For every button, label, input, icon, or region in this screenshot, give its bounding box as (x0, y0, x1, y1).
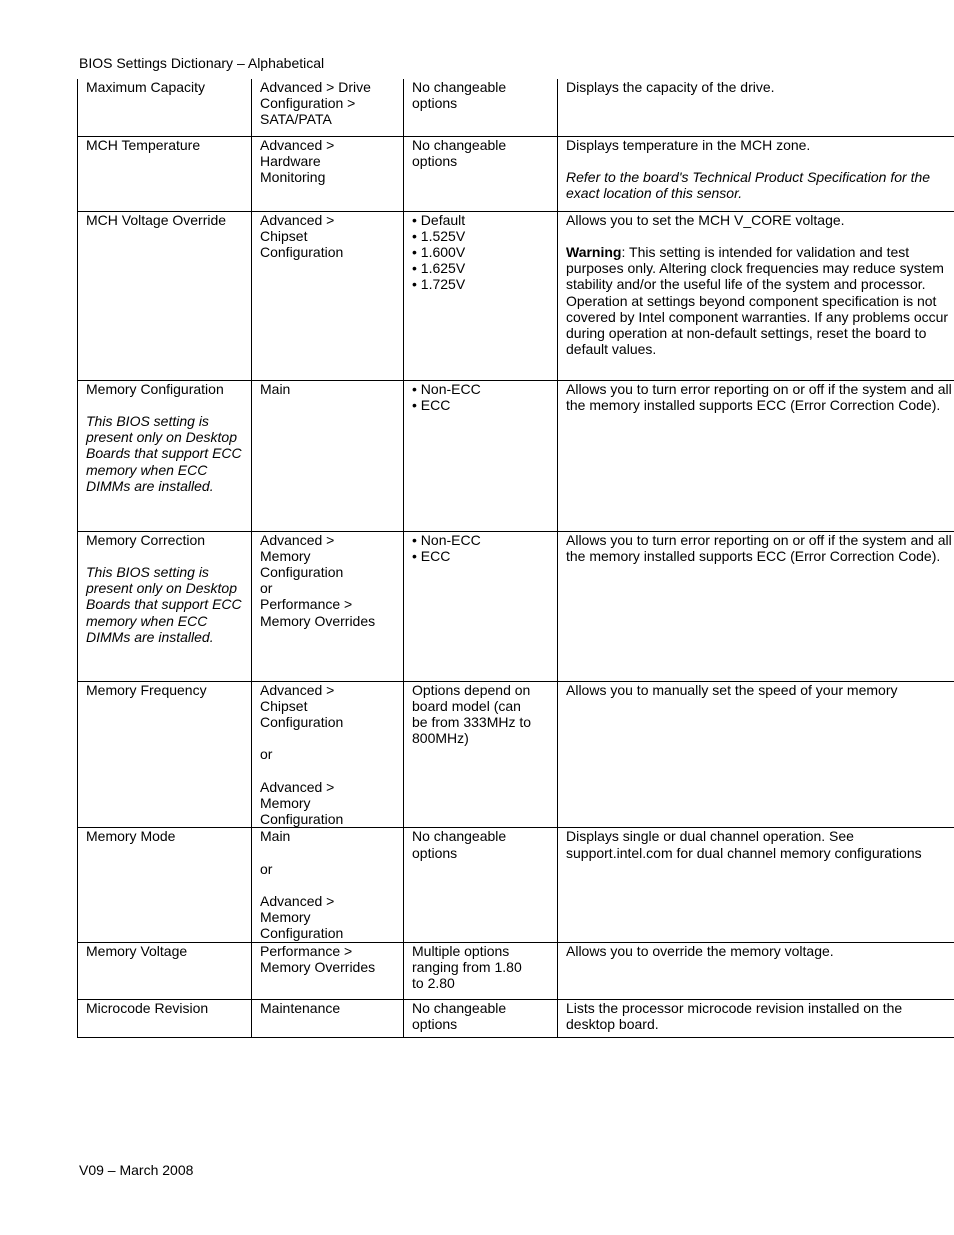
path-line: Configuration (260, 811, 344, 828)
path-line: Main (260, 380, 291, 397)
description-text: Allows you to override the memory voltage. (566, 942, 834, 959)
option-line: No changeable (412, 79, 507, 95)
option-line: Options depend on (412, 681, 531, 698)
option-line: • 1.625V (412, 260, 466, 277)
table-row (78, 79, 954, 136)
setting-cell (78, 531, 252, 681)
path-line: Memory (260, 909, 311, 926)
option-line: • Non-ECC (412, 380, 481, 397)
setting-name: Memory Voltage (86, 942, 188, 959)
option-line: No changeable (412, 999, 507, 1016)
path-line: or (260, 860, 273, 877)
option-line: options (412, 95, 458, 112)
description-text: Allows you to set the MCH V_CORE voltage. (566, 211, 845, 228)
description-cell (558, 828, 954, 942)
setting-name: Memory Correction (86, 531, 206, 548)
setting-cell (78, 999, 252, 1037)
menu-path-cell (252, 828, 404, 942)
description-cell (558, 999, 954, 1037)
setting-name: Memory Configuration (86, 380, 224, 397)
options-cell (404, 211, 558, 380)
path-line: Advanced > Drive (260, 79, 371, 95)
setting-cell (78, 136, 252, 211)
setting-name: MCH Temperature (86, 136, 201, 153)
path-line: Main (260, 828, 291, 845)
option-line: • ECC (412, 547, 451, 564)
menu-path-cell (252, 942, 404, 999)
description-note: Refer to the board's Technical Product Specification for the exact location of this sensor. (566, 168, 931, 202)
menu-path-cell (252, 211, 404, 380)
path-line: Memory Overrides (260, 958, 376, 975)
path-line: Advanced > (260, 211, 335, 228)
path-line: Advanced > (260, 778, 335, 795)
path-line (260, 730, 396, 746)
path-line (260, 763, 396, 779)
option-line: options (412, 844, 458, 861)
description-cell (558, 79, 954, 136)
path-line: Configuration > (260, 95, 356, 112)
setting-cell (78, 79, 252, 136)
page-footer: V09 – March 2008 (79, 1162, 194, 1178)
path-line: Memory (260, 547, 311, 564)
path-line: or (260, 580, 273, 597)
table-row (78, 380, 954, 531)
option-line: options (412, 1015, 458, 1032)
description-cell (558, 380, 954, 531)
option-line: options (412, 152, 458, 169)
path-line: Advanced > (260, 531, 335, 548)
path-line: Performance > (260, 942, 353, 959)
options-cell (404, 942, 558, 999)
option-line: 800MHz) (412, 730, 469, 747)
options-cell (404, 136, 558, 211)
option-line: • ECC (412, 396, 451, 413)
options-cell (404, 681, 558, 828)
menu-path-cell (252, 79, 404, 136)
table-row (78, 942, 954, 999)
table-row (78, 828, 954, 942)
menu-path-cell (252, 681, 404, 828)
menu-path-cell (252, 136, 404, 211)
path-line: Advanced > (260, 681, 335, 698)
setting-name: MCH Voltage Override (86, 211, 227, 228)
path-line: Advanced > (260, 136, 335, 153)
path-line: SATA/PATA (260, 111, 332, 128)
path-line: Configuration (260, 243, 344, 260)
options-cell (404, 828, 558, 942)
option-line: Multiple options (412, 942, 510, 959)
path-line: Configuration (260, 925, 344, 942)
option-line: • 1.600V (412, 243, 466, 260)
menu-path-cell (252, 531, 404, 681)
option-line: No changeable (412, 136, 507, 153)
description-text: Displays temperature in the MCH zone. (566, 136, 811, 153)
path-line: Chipset (260, 227, 308, 244)
path-line (260, 877, 396, 893)
options-cell (404, 531, 558, 681)
setting-cell (78, 681, 252, 828)
path-line: Memory Overrides (260, 612, 376, 629)
description-text: Allows you to turn error reporting on or off if the system and all the memory installed supports ECC (Error Correction Code). (566, 380, 952, 413)
description-text: Displays single or dual channel operation. See support.intel.com for dual channel memory configurations (566, 828, 922, 861)
path-line (260, 845, 396, 861)
description-cell (558, 681, 954, 828)
path-line: Advanced > (260, 893, 335, 910)
setting-cell (78, 380, 252, 531)
table-row (78, 531, 954, 681)
description-cell (558, 942, 954, 999)
description-cell (558, 211, 954, 380)
warning-paragraph (566, 244, 952, 357)
option-line: ranging from 1.80 (412, 958, 522, 975)
path-line: or (260, 746, 273, 763)
options-cell (404, 79, 558, 136)
setting-cell (78, 211, 252, 380)
options-cell (404, 380, 558, 531)
table-row (78, 999, 954, 1037)
setting-name: Maximum Capacity (86, 79, 206, 95)
path-line: Chipset (260, 697, 308, 714)
path-line: Monitoring (260, 168, 326, 185)
option-line: to 2.80 (412, 975, 455, 992)
warning-text: : This setting is intended for validation and test purposes only. Altering clock frequencies may reduce system stability and/or the useful life of the system and processor. Operation at settings beyond component specification is not covered by Intel component warranties. If any problems occur during operation at non-default settings, reset the board to default values. (566, 243, 949, 358)
path-line: Maintenance (260, 999, 341, 1016)
option-line: • Non-ECC (412, 531, 481, 548)
option-line: No changeable (412, 828, 507, 845)
option-line: • 1.725V (412, 276, 466, 293)
path-line: Performance > (260, 596, 353, 613)
description-text: Allows you to turn error reporting on or off if the system and all the memory installed supports ECC (Error Correction Code). (566, 531, 952, 564)
page-header: BIOS Settings Dictionary – Alphabetical (79, 55, 325, 71)
option-line: board model (can (412, 697, 521, 714)
path-line: Configuration (260, 563, 344, 580)
setting-note: This BIOS setting is present only on Desktop Boards that support ECC memory when ECC DIMMs are installed. (86, 412, 242, 494)
description-cell (558, 136, 954, 211)
setting-cell (78, 828, 252, 942)
option-line: • 1.525V (412, 227, 466, 244)
path-line: Configuration (260, 713, 344, 730)
setting-cell (78, 942, 252, 999)
option-line: be from 333MHz to (412, 713, 532, 730)
setting-name: Microcode Revision (86, 999, 209, 1016)
description-text: Lists the processor microcode revision installed on the desktop board. (566, 999, 903, 1032)
options-cell (404, 999, 558, 1037)
warning-label: Warning (566, 243, 622, 260)
bios-settings-table (77, 79, 954, 1038)
path-line: Memory (260, 794, 311, 811)
path-line: Hardware (260, 152, 321, 169)
description-text: Displays the capacity of the drive. (566, 79, 775, 95)
setting-name: Memory Mode (86, 828, 176, 845)
description-cell (558, 531, 954, 681)
menu-path-cell (252, 999, 404, 1037)
setting-name: Memory Frequency (86, 681, 207, 698)
menu-path-cell (252, 380, 404, 531)
table-row (78, 211, 954, 380)
option-line: • Default (412, 211, 466, 228)
table-row (78, 681, 954, 828)
setting-note: This BIOS setting is present only on Desktop Boards that support ECC memory when ECC DIMMs are installed. (86, 563, 242, 645)
table-row (78, 136, 954, 211)
description-text: Allows you to manually set the speed of your memory (566, 681, 898, 698)
